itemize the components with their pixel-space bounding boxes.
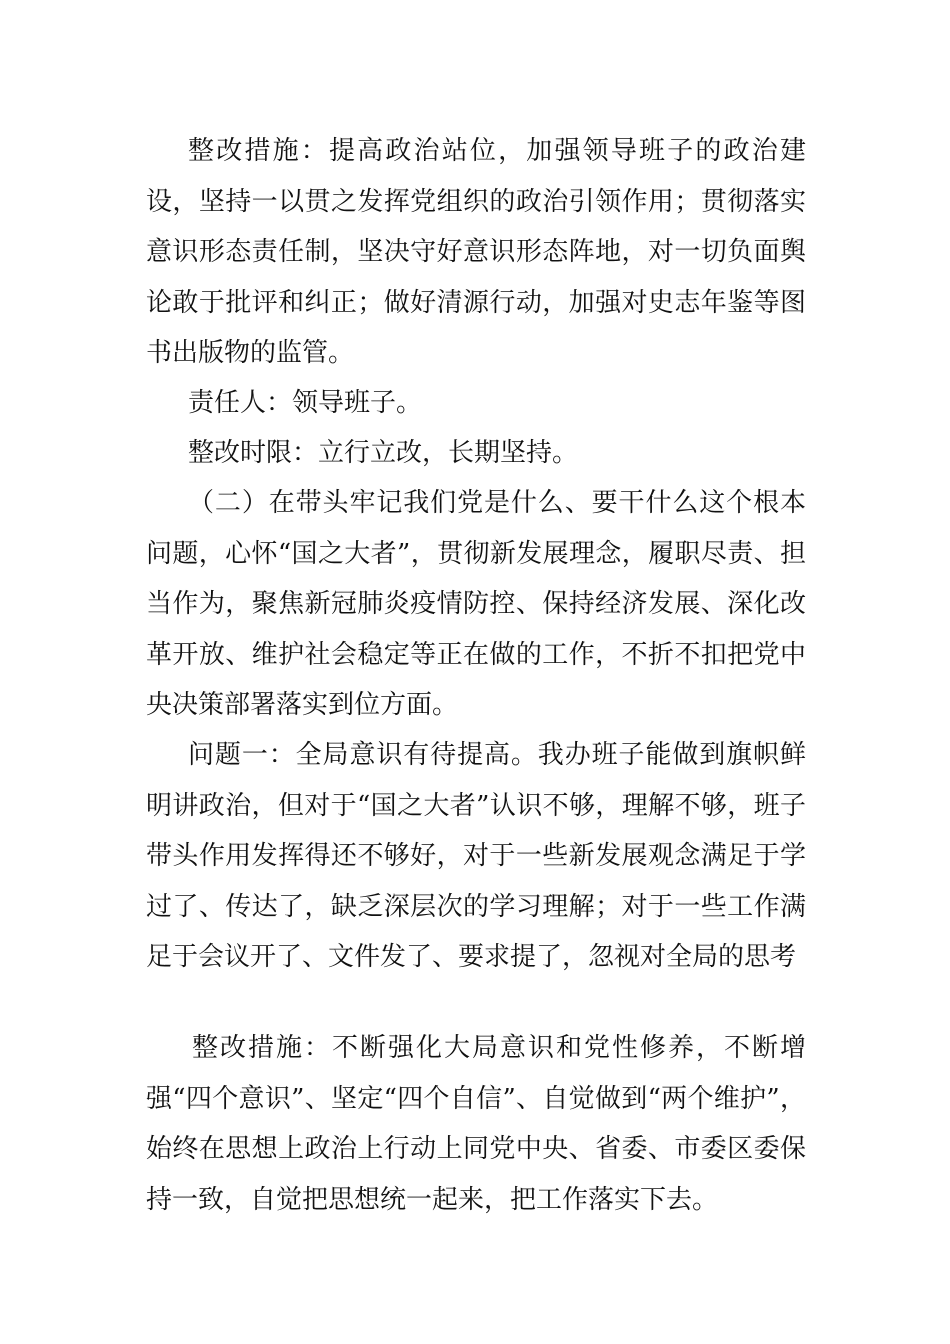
paragraph-problem-one: 问题一：全局意识有待提高。我办班子能做到旗帜鲜明讲政治，但对于“国之大者”认识不够，理解不够，班子带头作用发挥得还不够好，对于一些新发展观念满足于学过了、传达了，缺乏深层次的学习理解；对于一些工作满足于会议开了、文件发了、要求提了，忽视对全局的思考 [146,740,806,972]
paragraph-responsible-person: 责任人：领导班子。 [188,388,423,418]
paragraph-rectification-measures-1: 整改措施：提高政治站位，加强领导班子的政治建设，坚持一以贯之发挥党组织的政治引领作用；贯彻落实意识形态责任制，坚决守好意识形态阵地，对一切负面舆论敢于批评和纠正；做好清源行动，加强对史志年鉴等图书出版物的监管。 [146,136,806,368]
paragraph-rectification-deadline: 整改时限：立行立改，长期坚持。 [188,438,579,468]
paragraph-rectification-measures-2: 整改措施：不断强化大局意识和党性修养，不断增强“四个意识”、坚定“四个自信”、自觉做到“两个维护”，始终在思想上政治上行动上同党中央、省委、市委区委保持一致，自觉把思想统一起来，把工作落实下去。 [146,1033,806,1215]
paragraph-section-two-heading: （二）在带头牢记我们党是什么、要干什么这个根本问题，心怀“国之大者”，贯彻新发展理念，履职尽责、担当作为，聚焦新冠肺炎疫情防控、保持经济发展、深化改革开放、维护社会稳定等正在做的工作，不折不扣把党中央决策部署落实到位方面。 [146,488,806,720]
